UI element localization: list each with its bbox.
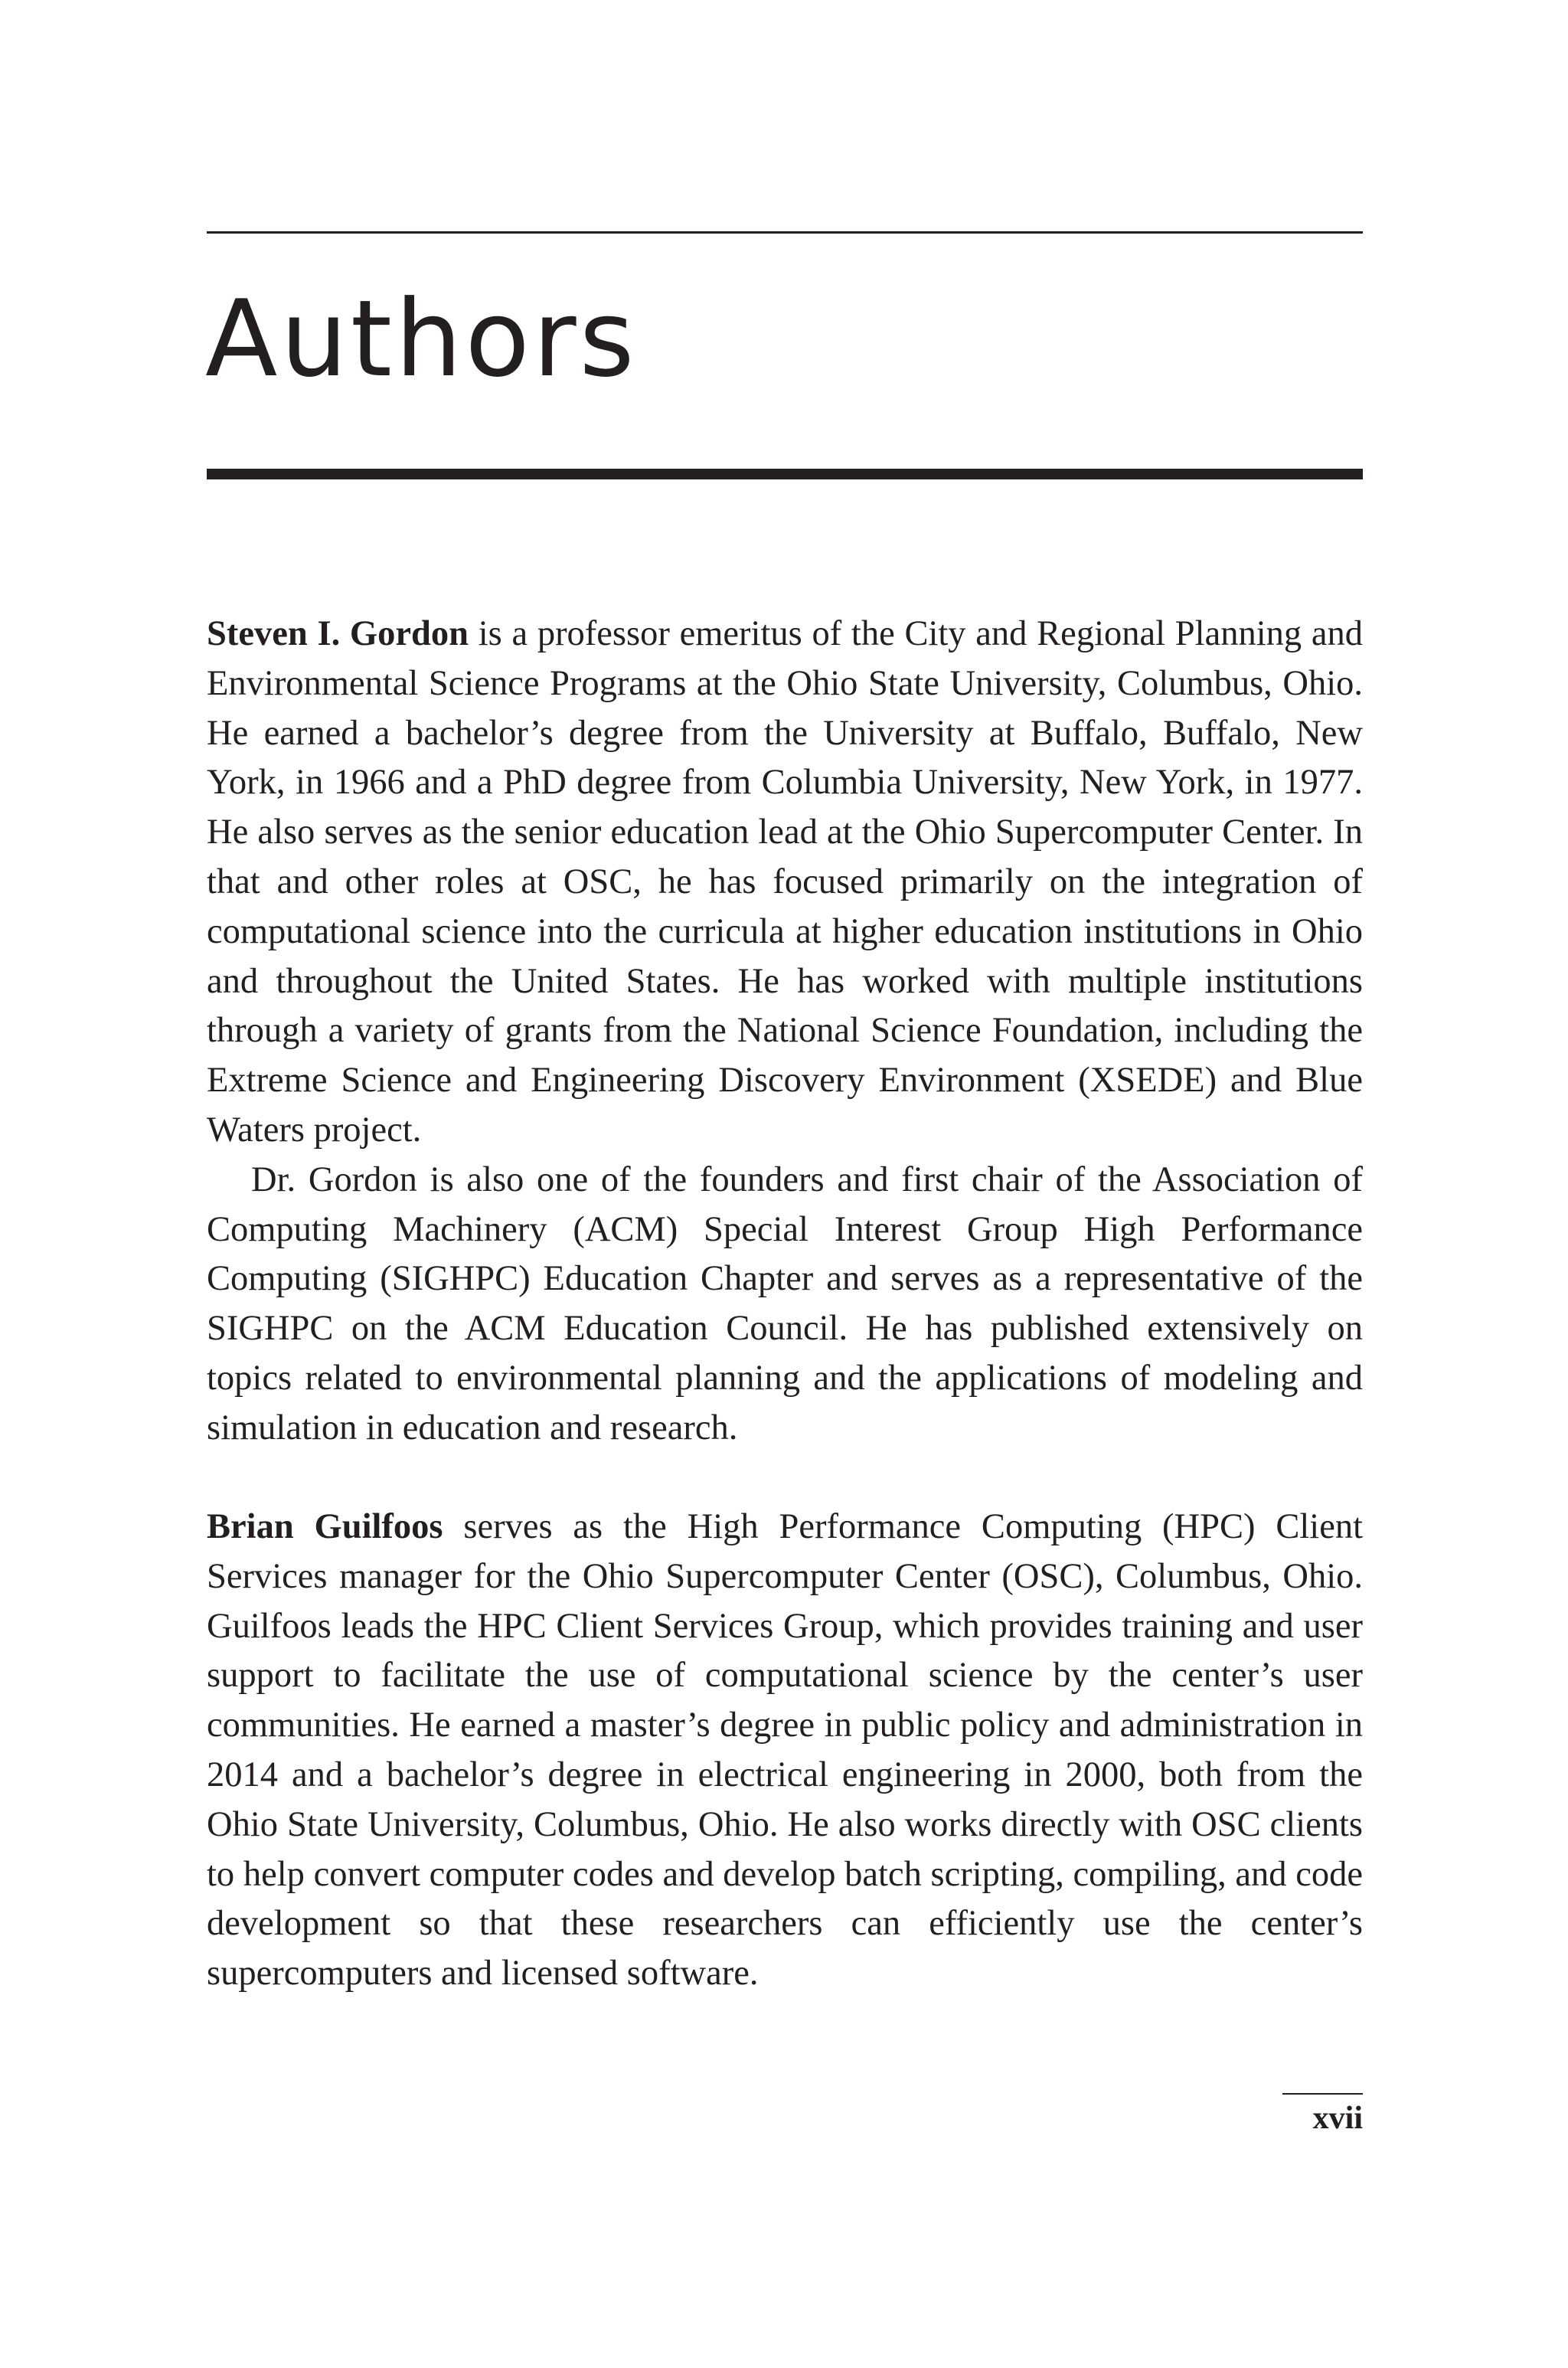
bio-paragraph: Dr. Gordon is also one of the founders and first chair of the Association of Computing Machinery (ACM) Special Interest Group High Performance Computing (SIGHPC) Education Chapter and serves as a representative of the SIGHPC on the ACM Education Council. He has published extensively on topics related to environmental planning and the applications of modeling and simulation in education and research. [207, 1159, 1363, 1447]
bio-paragraph [207, 1503, 1363, 1999]
chapter-title: Authors [205, 277, 638, 401]
author-bio-gordon [207, 610, 1363, 1454]
page-number: xvii [1312, 2101, 1363, 2136]
folio-rule [1282, 2093, 1363, 2095]
bio-paragraph [207, 610, 1363, 1156]
author-name: Steven I. Gordon [207, 614, 469, 653]
author-bio-guilfoos [207, 1503, 1363, 1999]
bio-text: serves as the High Performance Computing (HPC) Client Services manager for the Ohio Supercomputer Center (OSC), Columbus, Ohio. Guilfoos leads the HPC Client Services Group, which provides training and user support to facilitate the use of computational science by the center’s user communities. He earned a master’s degree in public policy and administration in 2014 and a bachelor’s degree in electrical engineering in 2000, both from the Ohio State University, Columbus, Ohio. He also works directly with OSC clients to help convert computer codes and develop batch scripting, compiling, and code development so that these researchers can efficiently use the center’s supercomputers and licensed software. [207, 1507, 1363, 1994]
bio-text: is a professor emeritus of the City and Regional Planning and Environmental Science Programs at the Ohio State University, Columbus, Ohio. He earned a bachelor’s degree from the University at Buffalo, Buffalo, New York, in 1966 and a PhD degree from Columbia University, New York, in 1977. He also serves as the senior education lead at the Ohio Supercomputer Center. In that and other roles at OSC, he has focused primarily on the integration of computational science into the curricula at higher education institutions in Ohio and throughout the United States. He has worked with multiple institutions through a variety of grants from the National Science Foundation, including the Extreme Science and Engineering Discovery Environment (XSEDE) and Blue Waters project. [207, 614, 1363, 1150]
top-rule [207, 231, 1363, 234]
title-underline-rule [207, 469, 1363, 479]
author-name: Brian Guilfoos [207, 1507, 443, 1546]
